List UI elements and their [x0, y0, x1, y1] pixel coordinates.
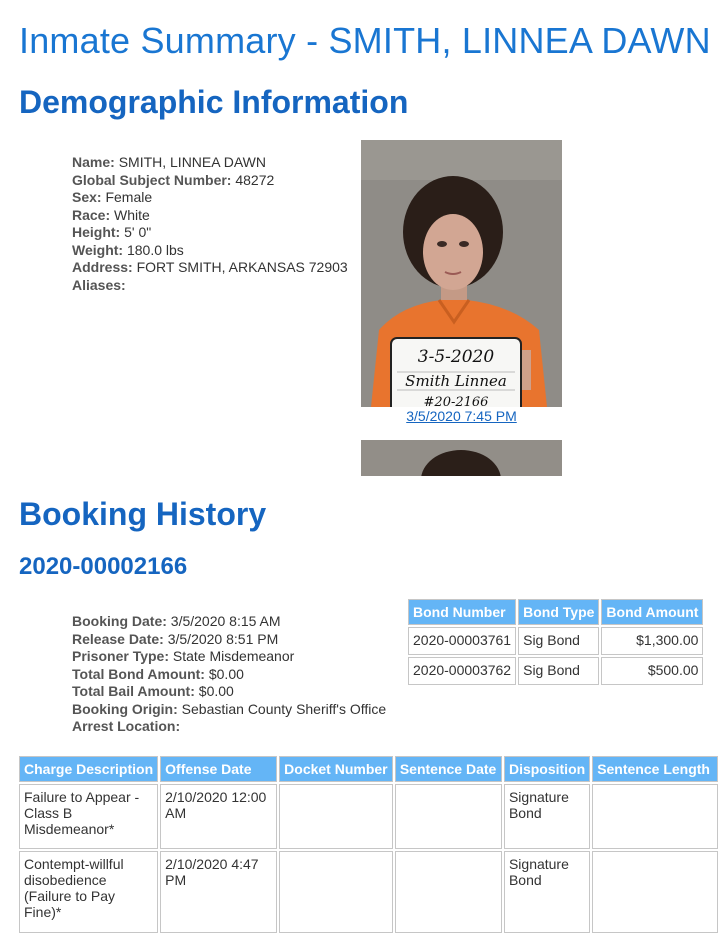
race-value: White	[114, 206, 150, 223]
bond-table	[406, 597, 705, 687]
bond-number-header[interactable]: Bond Number	[408, 599, 516, 625]
svg-text:3-5-2020: 3-5-2020	[417, 347, 495, 367]
weight-value: 180.0 lbs	[126, 241, 184, 258]
sentence-length-cell	[592, 784, 718, 849]
prisoner-type-row: Prisoner Type: State Misdemeanor	[72, 648, 295, 664]
name-value: SMITH, LINNEA DAWN	[118, 154, 266, 170]
table-row	[19, 851, 718, 933]
height-row: Height: 5' 0"	[72, 224, 152, 240]
release-date-row: Release Date: 3/5/2020 8:51 PM	[72, 630, 279, 647]
offense-date-header[interactable]: Offense Date	[160, 756, 277, 782]
arrest-location-row: Arrest Location:	[72, 718, 181, 734]
release-date-value: 3/5/2020 8:51 PM	[167, 630, 279, 647]
total-bail-row: Total Bail Amount: $0.00	[72, 683, 234, 699]
mugshot-image-2	[361, 440, 562, 476]
charges-table	[17, 754, 720, 935]
booking-date-value: 3/5/2020 8:15 AM	[170, 613, 281, 629]
offense-date-cell: 2/10/2020 12:00 AM	[160, 784, 277, 849]
demographic-info	[72, 154, 348, 294]
docket-number-header[interactable]: Docket Number	[279, 756, 393, 782]
charge-description-cell: Contempt-willful disobedience (Failure to Pay Fine)*	[19, 851, 158, 933]
name-row: Name: SMITH, LINNEA DAWN	[72, 154, 266, 170]
bond-type-cell: Sig Bond	[518, 627, 599, 655]
table-row	[408, 657, 703, 685]
sentence-date-cell	[395, 851, 502, 933]
offense-date-cell: 2/10/2020 4:47 PM	[160, 851, 277, 933]
bond-amount-header[interactable]: Bond Amount	[601, 599, 703, 625]
bond-number-cell: 2020-00003761	[408, 627, 516, 655]
sex-value: Female	[105, 189, 153, 205]
svg-text:#20-2166: #20-2166	[423, 395, 489, 407]
booking-photo[interactable]	[361, 140, 562, 407]
bond-type-cell: Sig Bond	[518, 657, 599, 685]
demographic-heading: Demographic Information	[19, 84, 409, 120]
bond-number-cell: 2020-00003762	[408, 657, 516, 685]
docket-number-cell	[279, 784, 393, 849]
booking-history-heading: Booking History	[19, 496, 267, 532]
disposition-header[interactable]: Disposition	[504, 756, 590, 782]
docket-number-cell	[279, 851, 393, 933]
sex-row: Sex: Female	[72, 189, 153, 205]
disposition-cell: Signature Bond	[504, 851, 590, 933]
booking-origin-value: Sebastian County Sheriff's Office	[181, 700, 387, 717]
global-subject-number-value: 48272	[235, 171, 275, 188]
bond-amount-cell: $500.00	[601, 657, 703, 685]
table-row	[19, 784, 718, 849]
sentence-length-header[interactable]: Sentence Length	[592, 756, 718, 782]
bond-header-row	[408, 599, 703, 625]
total-bond-value: $0.00	[208, 665, 244, 682]
charge-description-header[interactable]: Charge Description	[19, 756, 158, 782]
total-bond-row: Total Bond Amount: $0.00	[72, 665, 244, 682]
booking-info	[72, 613, 386, 736]
booking-origin-row: Booking Origin: Sebastian County Sheriff's Office	[72, 700, 387, 717]
address-row: Address: FORT SMITH, ARKANSAS 72903	[72, 259, 348, 275]
disposition-cell: Signature Bond	[504, 784, 590, 849]
table-row	[408, 627, 703, 655]
booking-number: 2020-00002166	[19, 553, 188, 580]
bond-type-header[interactable]: Bond Type	[518, 599, 599, 625]
bond-amount-cell: $1,300.00	[601, 627, 703, 655]
sentence-date-header[interactable]: Sentence Date	[395, 756, 502, 782]
booking-photo-2[interactable]	[361, 440, 562, 476]
mugshot-image	[361, 140, 562, 407]
prisoner-type-value: State Misdemeanor	[172, 648, 295, 664]
booking-date-row: Booking Date: 3/5/2020 8:15 AM	[72, 613, 281, 629]
charges-header-row	[19, 756, 718, 782]
photo-date-link[interactable]: 3/5/2020 7:45 PM	[406, 408, 517, 424]
weight-row: Weight: 180.0 lbs	[72, 241, 184, 258]
race-row: Race: White	[72, 206, 150, 223]
aliases-row: Aliases:	[72, 276, 126, 293]
charge-description-cell: Failure to Appear - Class B Misdemeanor*	[19, 784, 158, 849]
sentence-length-cell	[592, 851, 718, 933]
height-value: 5' 0"	[124, 224, 152, 240]
address-value: FORT SMITH, ARKANSAS 72903	[136, 259, 348, 275]
total-bail-value: $0.00	[198, 683, 234, 699]
global-subject-number-row: Global Subject Number: 48272	[72, 171, 275, 188]
sentence-date-cell	[395, 784, 502, 849]
page-title: Inmate Summary - SMITH, LINNEA DAWN	[19, 20, 711, 61]
svg-text:Smith Linnea: Smith Linnea	[405, 372, 507, 390]
